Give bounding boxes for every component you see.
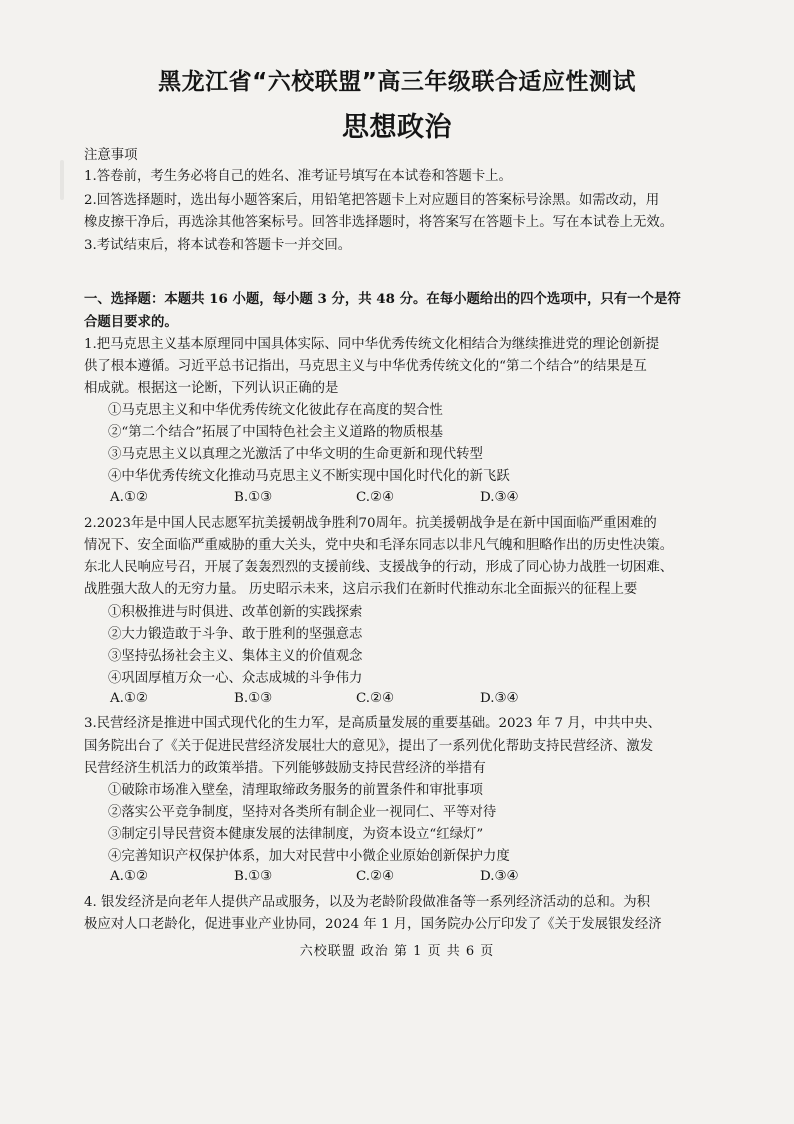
question-stem: 2.2023年是中国人民志愿军抗美援朝战争胜利70周年。抗美援朝战争是在新中国面临严重困难的 [84,516,657,531]
question-statement: ④巩固厚植万众一心、众志成城的斗争伟力 [108,671,363,686]
option-b: B.①③ [234,490,273,505]
answer-options [110,869,710,889]
notes-heading: 注意事项 [84,148,138,163]
question-statement: ②大力锻造敢于斗争、敢于胜利的坚强意志 [108,627,363,642]
answer-options [110,691,710,711]
answer-options [110,490,710,510]
question-stem: 民营经济生机活力的政策举措。下列能够鼓励支持民营经济的举措有 [84,761,486,776]
page-footer: 六校联盟 政治 第 1 页 共 6 页 [299,944,495,959]
question-stem: 战胜强大敌人的无穷力量。 历史昭示未来，这启示我们在新时代推动东北全面振兴的征程上要 [84,582,638,597]
question-statement: ③制定引导民营资本健康发展的法律制度，为资本设立“红绿灯” [108,827,484,842]
question-statement: ③马克思主义以真理之光激活了中华文明的生命更新和现代转型 [108,447,483,462]
option-a: A.①② [110,691,148,706]
option-b: B.①③ [234,691,273,706]
question-statement: ①马克思主义和中华优秀传统文化彼此存在高度的契合性 [108,403,443,418]
notes-item: 1.答卷前，考生务必将自己的姓名、准考证号填写在本试卷和答题卡上。 [84,169,512,184]
section-instruction: 合题目要求的。 [84,314,178,330]
option-d: D.③④ [480,869,519,884]
question-statement: ③坚持弘扬社会主义、集体主义的价值观念 [108,649,363,664]
question-stem: 东北人民响应号召，开展了轰轰烈烈的支援前线、支援战争的行动，形成了同心协力战胜一切困难、 [84,560,674,575]
notes-item: 2.回答选择题时，选出每小题答案后，用铅笔把答题卡上对应题目的答案标号涂黑。如需改动，用 [84,193,660,208]
option-a: A.①② [110,490,148,505]
section-instruction: 一、选择题：本题共 16 小题，每小题 3 分，共 48 分。在每小题给出的四个选项中，只有一个是符 [84,291,681,307]
question-statement: ①破除市场准入壁垒，清理取缔政务服务的前置条件和审批事项 [108,783,483,798]
question-stem: 3.民营经济是推进中国式现代化的生力军，是高质量发展的重要基础。2023 年 7 月，中共中央、 [84,716,661,731]
option-c: C.②④ [356,691,395,706]
option-a: A.①② [110,869,148,884]
question-statement: ②落实公平竞争制度，坚持对各类所有制企业一视同仁、平等对待 [108,805,497,820]
scan-artifact [60,160,64,200]
question-stem: 1.把马克思主义基本原理同中国具体实际、同中华优秀传统文化相结合为继续推进党的理论创新提 [84,337,660,352]
question-stem: 极应对人口老龄化，促进事业产业协同，2024 年 1 月，国务院办公厅印发了《关于发展银发经济 [84,917,662,932]
question-stem: 4. 银发经济是向老年人提供产品或服务，以及为老龄阶段做准备等一系列经济活动的总和。为积 [84,895,651,910]
question-stem: 相成就。根据这一论断，下列认识正确的是 [84,381,339,396]
question-statement: ①积极推进与时俱进、改革创新的实践探索 [108,605,363,620]
question-statement: ④中华优秀传统文化推动马克思主义不断实现中国化时代化的新飞跃 [108,469,510,484]
option-c: C.②④ [356,490,395,505]
notes-item: 橡皮擦干净后，再选涂其他答案标号。回答非选择题时，将答案写在答题卡上。写在本试卷上无效。 [84,215,674,230]
subject-title: 思想政治 [342,112,452,143]
question-stem: 情况下、安全面临严重威胁的重大关头，党中央和毛泽东同志以非凡气魄和胆略作出的历史性决策。 [84,538,674,553]
notes-item: 3.考试结束后，将本试卷和答题卡一并交回。 [84,238,352,253]
option-d: D.③④ [480,490,519,505]
question-stem: 国务院出台了《关于促进民营经济发展壮大的意见》，提出了一系列优化帮助支持民营经济、激发 [84,739,654,754]
question-statement: ②“第二个结合”拓展了中国特色社会主义道路的物质根基 [108,425,444,440]
question-stem: 供了根本遵循。习近平总书记指出，马克思主义与中华优秀传统文化的“第二个结合”的结果是互 [84,359,647,374]
option-b: B.①③ [234,869,273,884]
question-statement: ④完善知识产权保护体系，加大对民营中小微企业原始创新保护力度 [108,849,510,864]
option-d: D.③④ [480,691,519,706]
exam-title: 黑龙江省“六校联盟”高三年级联合适应性测试 [158,69,636,95]
option-c: C.②④ [356,869,395,884]
